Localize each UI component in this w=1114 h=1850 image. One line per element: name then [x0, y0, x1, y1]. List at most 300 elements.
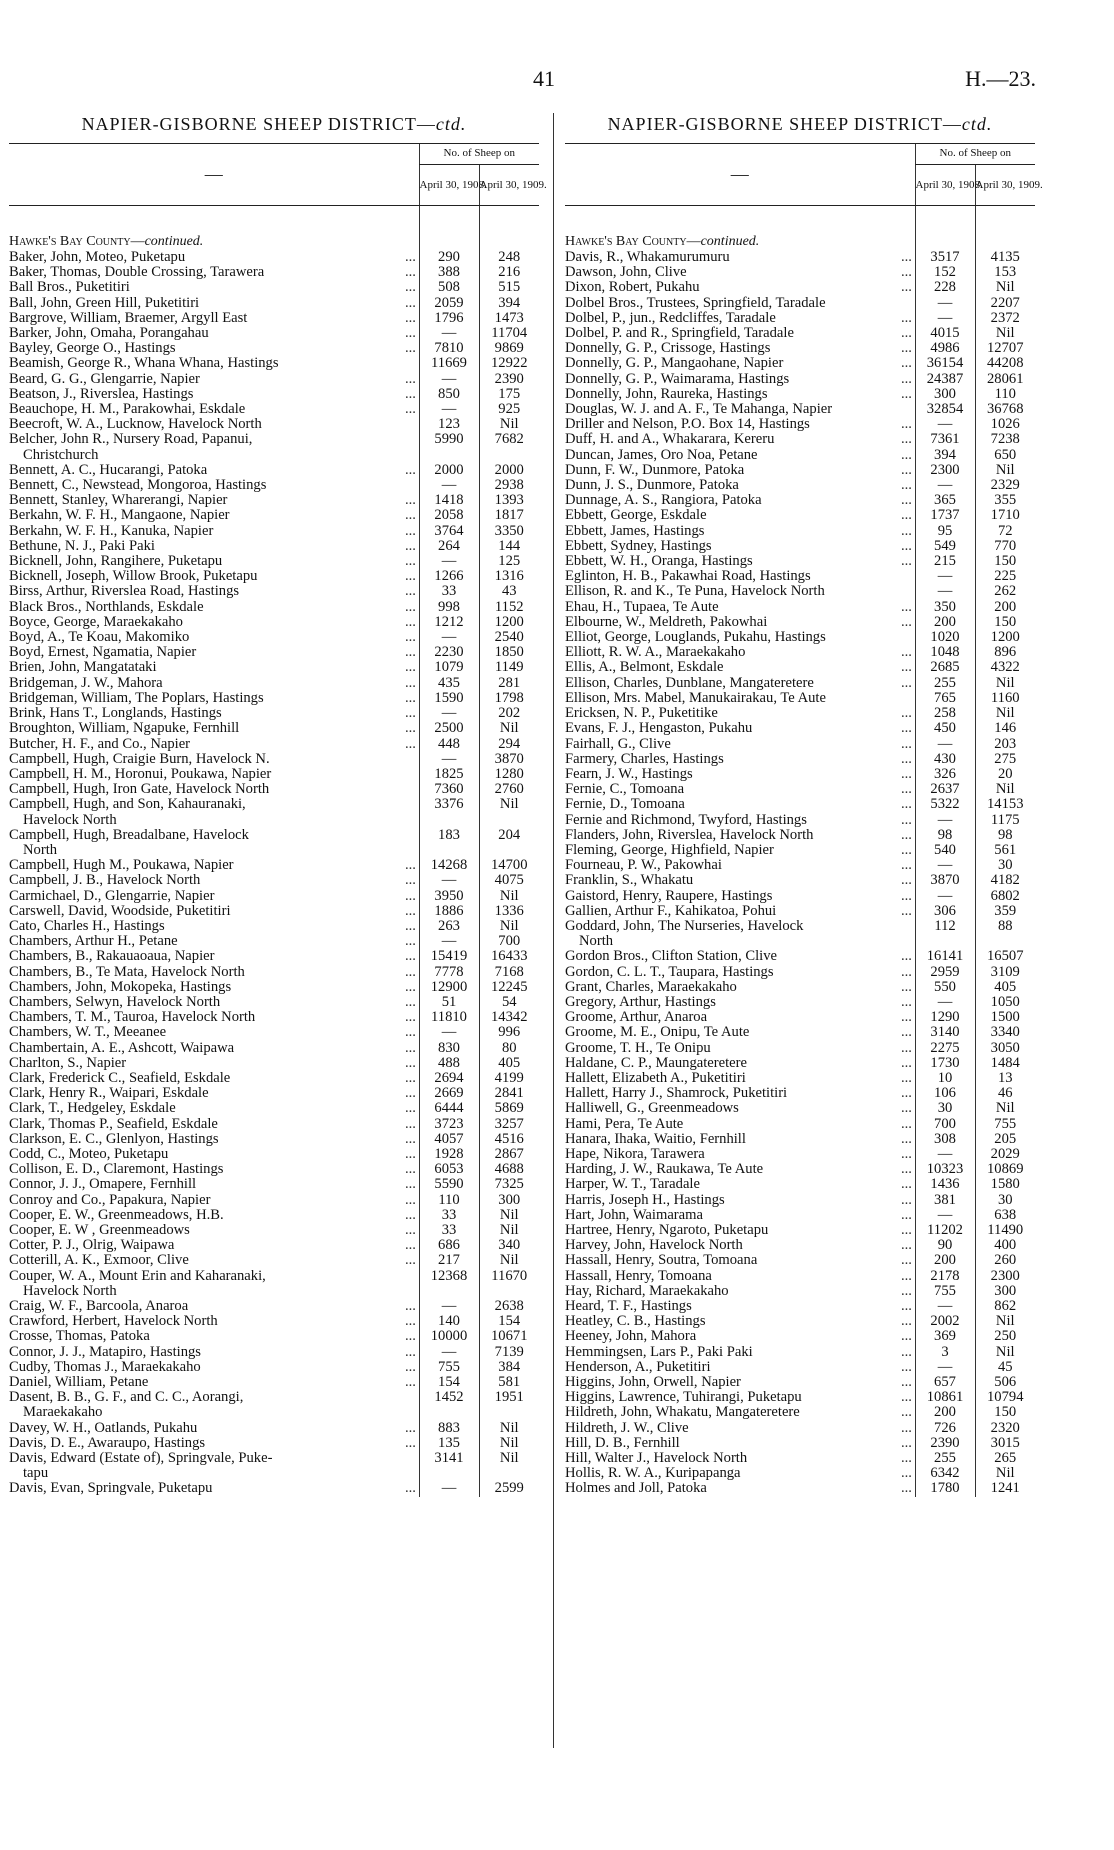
sheep-1909: 14153 — [975, 797, 1035, 812]
right-header-1908: April 30, 1908. — [915, 165, 975, 206]
holder-name: Dixon, Robert, Pukahu — [565, 279, 700, 296]
sheep-1909: 1798 — [479, 691, 539, 706]
holder-name: Dasent, B. B., G. F., and C. C., Aorangi, — [9, 1389, 244, 1406]
sheep-1908: 24387 — [915, 372, 975, 387]
leader-dots: ... — [405, 401, 416, 418]
leader-dots: ... — [901, 1389, 912, 1406]
holder-name: Ellison, R. and K., Te Puna, Havelock North — [565, 583, 825, 600]
table-row — [9, 356, 539, 371]
table-row — [9, 904, 539, 919]
sheep-1908: 152 — [915, 265, 975, 280]
holder-name: Elliot, George, Louglands, Pukahu, Hastings — [565, 629, 826, 646]
right-title — [565, 113, 1035, 143]
sheep-1908: 255 — [915, 676, 975, 691]
sheep-1909: 72 — [975, 524, 1035, 539]
sheep-1909: 7168 — [479, 965, 539, 980]
table-row — [9, 995, 539, 1010]
leader-dots: ... — [405, 385, 416, 402]
sheep-1908: 1886 — [419, 904, 479, 919]
table-row — [565, 949, 1035, 964]
holder-name: Chambers, T. M., Tauroa, Havelock North — [9, 1009, 256, 1026]
sheep-1908: 1590 — [419, 691, 479, 706]
sheep-1908: 1737 — [915, 508, 975, 523]
leader-dots: ... — [901, 1222, 912, 1238]
holder-name: Hill, Walter J., Havelock North — [565, 1450, 748, 1467]
holder-name: Havelock North — [23, 1282, 117, 1299]
leader-dots: ... — [901, 902, 912, 919]
sheep-1908: 183 — [419, 828, 479, 843]
sheep-1909: 1951 — [479, 1390, 539, 1405]
table-row — [9, 1269, 539, 1284]
leader-dots: ... — [901, 1404, 912, 1421]
holder-name: Dolbel, P., jun., Redcliffes, Taradale — [565, 309, 776, 326]
holder-name: Hartree, Henry, Ngaroto, Puketapu — [565, 1222, 769, 1238]
table-row — [565, 1436, 1035, 1451]
sheep-1909: 638 — [975, 1208, 1035, 1223]
table-row — [9, 1421, 539, 1436]
sheep-1909: 300 — [975, 1284, 1035, 1299]
holder-name: Campbell, Hugh M., Poukawa, Napier — [9, 857, 234, 874]
table-row — [9, 265, 539, 280]
sheep-1909: 20 — [975, 767, 1035, 782]
sheep-1908: 110 — [419, 1193, 479, 1208]
holder-name: Bicknell, Joseph, Willow Brook, Puketapu — [9, 568, 258, 585]
table-row — [565, 1056, 1035, 1071]
left-header-dash: — — [9, 144, 419, 206]
sheep-1908 — [419, 448, 479, 463]
leader-dots: ... — [901, 1419, 912, 1436]
holder-name: Gallien, Arthur F., Kahikatoa, Pohui — [565, 902, 777, 919]
holder-name: Clarkson, E. C., Glenlyon, Hastings — [9, 1130, 219, 1147]
sheep-1909: 9869 — [479, 341, 539, 356]
sheep-1909: 925 — [479, 402, 539, 417]
leader-dots: ... — [901, 1237, 912, 1254]
right-column — [565, 113, 1043, 1497]
sheep-1909: 10671 — [479, 1329, 539, 1344]
leader-dots: ... — [901, 1161, 912, 1178]
leader-dots: ... — [405, 1145, 416, 1162]
sheep-1909: 7325 — [479, 1177, 539, 1192]
sheep-1909: 12245 — [479, 980, 539, 995]
leader-dots: ... — [405, 887, 416, 904]
sheep-1908: — — [915, 858, 975, 873]
sheep-1908: 450 — [915, 721, 975, 736]
sheep-1908: 726 — [915, 1421, 975, 1436]
sheep-1909: 250 — [975, 1329, 1035, 1344]
sheep-1908: 326 — [915, 767, 975, 782]
holder-name: Heard, T. F., Hastings — [565, 1298, 692, 1315]
table-row — [9, 493, 539, 508]
leader-dots: ... — [405, 1328, 416, 1345]
table-row — [9, 554, 539, 569]
leader-dots — [405, 813, 419, 828]
sheep-1908: 10 — [915, 1071, 975, 1086]
holder-name: Baker, John, Moteo, Puketapu — [9, 249, 186, 265]
leader-dots: ... — [405, 978, 416, 995]
sheep-1908 — [419, 1466, 479, 1481]
sheep-1909: 1817 — [479, 508, 539, 523]
sheep-1909: 175 — [479, 387, 539, 402]
sheep-1908: 16141 — [915, 949, 975, 964]
sheep-1909: 7682 — [479, 432, 539, 447]
sheep-1909: 1580 — [975, 1177, 1035, 1192]
table-row — [565, 737, 1035, 752]
sheep-1908: — — [419, 1299, 479, 1314]
sheep-1908: 215 — [915, 554, 975, 569]
holder-name: Campbell, Hugh, Iron Gate, Havelock North — [9, 781, 270, 798]
sheep-1908 — [419, 1284, 479, 1299]
sheep-1909: 216 — [479, 265, 539, 280]
sheep-1909: 203 — [975, 737, 1035, 752]
holder-name: Ebbett, W. H., Oranga, Hastings — [565, 553, 753, 570]
table-row — [9, 463, 539, 478]
sheep-1908: — — [915, 995, 975, 1010]
sheep-1908: 112 — [915, 919, 975, 934]
sheep-1908: 2059 — [419, 296, 479, 311]
leader-dots: ... — [901, 477, 912, 494]
table-row — [565, 1162, 1035, 1177]
table-row — [9, 828, 539, 843]
holder-name: Bennett, C., Newstead, Mongoroa, Hastings — [9, 477, 267, 494]
sheep-1909: 1026 — [975, 417, 1035, 432]
holder-name: Berkahn, W. F. H., Kanuka, Napier — [9, 522, 214, 539]
leader-dots — [405, 417, 419, 432]
leader-dots: ... — [901, 978, 912, 995]
table-row — [565, 402, 1035, 417]
holder-name: Ebbett, Sydney, Hastings — [565, 537, 712, 554]
holder-name: Fearn, J. W., Hastings — [565, 765, 693, 782]
table-row — [9, 280, 539, 295]
table-row — [565, 1329, 1035, 1344]
sheep-1909: 2540 — [479, 630, 539, 645]
sheep-1908: 2275 — [915, 1041, 975, 1056]
table-row — [565, 828, 1035, 843]
sheep-1909: 98 — [975, 828, 1035, 843]
sheep-1908: 2669 — [419, 1086, 479, 1101]
leader-dots — [405, 448, 419, 463]
left-rows — [9, 206, 539, 1497]
leader-dots: ... — [901, 811, 912, 828]
table-row — [565, 341, 1035, 356]
table-row — [565, 858, 1035, 873]
sheep-1909: 11490 — [975, 1223, 1035, 1238]
sheep-1908: 3 — [915, 1345, 975, 1360]
left-header-1908: April 30, 1908. — [419, 165, 479, 206]
leader-dots: ... — [405, 1039, 416, 1056]
table-row — [9, 402, 539, 417]
holder-name: Beamish, George R., Whana Whana, Hastings — [9, 355, 279, 372]
sheep-1909: 146 — [975, 721, 1035, 736]
sheep-1908: — — [915, 478, 975, 493]
holder-name: Hart, John, Waimarama — [565, 1206, 703, 1223]
holder-name: Holmes and Joll, Patoka — [565, 1480, 707, 1497]
leader-dots: ... — [405, 309, 416, 326]
sheep-1909: 281 — [479, 676, 539, 691]
sheep-1908: 1079 — [419, 660, 479, 675]
sheep-1908: 350 — [915, 600, 975, 615]
table-row — [9, 1177, 539, 1192]
sheep-1909: 275 — [975, 752, 1035, 767]
leader-dots: ... — [405, 1343, 416, 1360]
right-title-text: NAPIER-GISBORNE SHEEP DISTRICT— — [607, 114, 962, 134]
holder-name: Groome, T. H., Te Onipu — [565, 1039, 711, 1056]
holder-name: Bridgeman, J. W., Mahora — [9, 674, 163, 691]
holder-name: Hildreth, J. W., Clive — [565, 1419, 689, 1436]
sheep-1909: 30 — [975, 858, 1035, 873]
sheep-1908: 365 — [915, 493, 975, 508]
holder-name: Bennett, A. C., Hucarangi, Patoka — [9, 461, 208, 478]
leader-dots: ... — [405, 1206, 416, 1223]
table-row — [9, 980, 539, 995]
sheep-1908 — [419, 1405, 479, 1420]
sheep-1909: Nil — [479, 1421, 539, 1436]
sheep-1908: 850 — [419, 387, 479, 402]
sheep-1908: 1048 — [915, 645, 975, 660]
document-code: H.—23. — [965, 66, 1036, 91]
sheep-1909: Nil — [479, 1451, 539, 1466]
holder-name: Maraekakaho — [23, 1404, 103, 1421]
holder-name: Harper, W. T., Taradale — [565, 1176, 700, 1193]
sheep-1909: 2329 — [975, 478, 1035, 493]
holder-name: Cudby, Thomas J., Maraekakaho — [9, 1358, 201, 1375]
sheep-1908 — [915, 934, 975, 949]
leader-dots: ... — [901, 1176, 912, 1193]
leader-dots: ... — [901, 948, 912, 965]
left-county-heading — [9, 206, 419, 251]
leader-dots — [405, 828, 419, 843]
sheep-1909: Nil — [479, 1436, 539, 1451]
right-county-heading — [565, 206, 915, 251]
holder-name: Berkahn, W. F. H., Mangaone, Napier — [9, 507, 230, 524]
holder-name: Christchurch — [23, 446, 99, 463]
leader-dots: ... — [901, 385, 912, 402]
sheep-1909: 561 — [975, 843, 1035, 858]
table-row — [565, 1405, 1035, 1420]
leader-dots — [405, 1466, 419, 1481]
table-row — [565, 1193, 1035, 1208]
leader-dots: ... — [405, 1237, 416, 1254]
leader-dots: ... — [901, 826, 912, 843]
sheep-1909: 1336 — [479, 904, 539, 919]
table-row — [9, 341, 539, 356]
sheep-1909: 700 — [479, 934, 539, 949]
table-row — [565, 752, 1035, 767]
leader-dots: ... — [405, 1176, 416, 1193]
sheep-1909: 11670 — [479, 1269, 539, 1284]
leader-dots: ... — [405, 1161, 416, 1178]
holder-name: Collison, E. D., Claremont, Hastings — [9, 1161, 224, 1178]
sheep-1908: 32854 — [915, 402, 975, 417]
holder-name: Campbell, Hugh, Breadalbane, Havelock — [9, 826, 249, 843]
leader-dots: ... — [405, 340, 416, 357]
right-sheep-table — [565, 143, 1043, 1497]
sheep-1909: 1500 — [975, 1010, 1035, 1025]
leader-dots: ... — [405, 1069, 416, 1086]
leader-dots: ... — [901, 249, 912, 265]
sheep-1908: 2002 — [915, 1314, 975, 1329]
left-title-text: NAPIER-GISBORNE SHEEP DISTRICT— — [81, 114, 436, 134]
sheep-1909: 1200 — [975, 630, 1035, 645]
table-row — [565, 1132, 1035, 1147]
leader-dots: ... — [405, 857, 416, 874]
holder-name: Chambers, John, Mokopeka, Hastings — [9, 978, 232, 995]
sheep-1909: 340 — [479, 1238, 539, 1253]
table-row — [9, 1071, 539, 1086]
sheep-1909: 265 — [975, 1451, 1035, 1466]
leader-dots: ... — [901, 1343, 912, 1360]
table-row — [565, 493, 1035, 508]
table-row — [565, 1345, 1035, 1360]
table-row — [565, 645, 1035, 660]
sheep-1908: 765 — [915, 691, 975, 706]
sheep-1908: 883 — [419, 1421, 479, 1436]
sheep-1908: 5590 — [419, 1177, 479, 1192]
leader-dots: ... — [405, 1374, 416, 1391]
sheep-1909: 996 — [479, 1025, 539, 1040]
leader-dots: ... — [405, 872, 416, 889]
sheep-1909: 3870 — [479, 752, 539, 767]
left-county-name: Hawke's Bay County— — [9, 234, 145, 250]
leader-dots — [405, 432, 419, 447]
leader-dots — [901, 919, 915, 934]
leader-dots — [901, 584, 915, 599]
holder-name: Bethune, N. J., Paki Paki — [9, 537, 155, 554]
leader-dots: ... — [405, 1191, 416, 1208]
sheep-1908: — — [915, 737, 975, 752]
table-row — [9, 691, 539, 706]
sheep-1909: 16433 — [479, 949, 539, 964]
sheep-1909: 3109 — [975, 965, 1035, 980]
holder-name: Davis, D. E., Awaraupo, Hastings — [9, 1434, 206, 1451]
sheep-1908: 10323 — [915, 1162, 975, 1177]
table-row — [565, 767, 1035, 782]
table-row — [9, 782, 539, 797]
leader-dots: ... — [901, 1282, 912, 1299]
sheep-1908: — — [419, 752, 479, 767]
leader-dots: ... — [901, 735, 912, 752]
table-row — [9, 1162, 539, 1177]
table-row — [565, 889, 1035, 904]
sheep-1908: 3764 — [419, 524, 479, 539]
sheep-1908: 90 — [915, 1238, 975, 1253]
holder-name: Daniel, William, Petane — [9, 1374, 149, 1391]
sheep-1908: 700 — [915, 1117, 975, 1132]
holder-name: Hassall, Henry, Tomoana — [565, 1267, 712, 1284]
table-row — [9, 1025, 539, 1040]
holder-name: Hemmingsen, Lars P., Paki Paki — [565, 1343, 753, 1360]
leader-dots: ... — [901, 1374, 912, 1391]
sheep-1909: Nil — [479, 1208, 539, 1223]
leader-dots: ... — [405, 1298, 416, 1315]
table-row — [565, 326, 1035, 341]
table-row — [9, 615, 539, 630]
table-row — [565, 432, 1035, 447]
sheep-1908: — — [915, 1147, 975, 1162]
holder-name: Conroy and Co., Papakura, Napier — [9, 1191, 211, 1208]
holder-name: Connor, J. J., Omapere, Fernhill — [9, 1176, 197, 1193]
sheep-1908: 388 — [419, 265, 479, 280]
holder-name: Duncan, James, Oro Noa, Petane — [565, 446, 758, 463]
table-row — [9, 448, 539, 463]
holder-name: Donnelly, G. P., Crissoge, Hastings — [565, 340, 771, 357]
table-row — [9, 767, 539, 782]
holder-name: Heeney, John, Mahora — [565, 1328, 697, 1345]
leader-dots: ... — [901, 522, 912, 539]
table-row — [9, 843, 539, 858]
sheep-1909: 650 — [975, 448, 1035, 463]
leader-dots: ... — [405, 1313, 416, 1330]
leader-dots: ... — [901, 598, 912, 615]
sheep-1909: 7139 — [479, 1345, 539, 1360]
sheep-1909 — [479, 1466, 539, 1481]
table-row — [9, 1056, 539, 1071]
sheep-1908: 11669 — [419, 356, 479, 371]
sheep-1908: 488 — [419, 1056, 479, 1071]
sheep-1909: 154 — [479, 1314, 539, 1329]
leader-dots — [405, 767, 419, 782]
leader-dots: ... — [901, 309, 912, 326]
table-row — [565, 1253, 1035, 1268]
leader-dots: ... — [901, 325, 912, 342]
sheep-1909: 2320 — [975, 1421, 1035, 1436]
sheep-1908: — — [419, 1481, 479, 1496]
holder-name: Evans, F. J., Hengaston, Pukahu — [565, 720, 753, 737]
sheep-1908: 154 — [419, 1375, 479, 1390]
table-row — [9, 432, 539, 447]
right-header-1909: April 30, 1909. — [975, 165, 1035, 206]
leader-dots: ... — [901, 674, 912, 691]
leader-dots: ... — [901, 1267, 912, 1284]
table-row — [9, 296, 539, 311]
sheep-1909: 43 — [479, 584, 539, 599]
leader-dots: ... — [901, 492, 912, 509]
leader-dots: ... — [405, 659, 416, 676]
sheep-1909: 14342 — [479, 1010, 539, 1025]
leader-dots — [405, 752, 419, 767]
sheep-1908: 830 — [419, 1041, 479, 1056]
table-row — [9, 919, 539, 934]
holder-name: Connor, J. J., Matapiro, Hastings — [9, 1343, 201, 1360]
holder-name: Henderson, A., Puketitiri — [565, 1358, 711, 1375]
sheep-1908: 10861 — [915, 1390, 975, 1405]
holder-name: Fernie and Richmond, Twyford, Hastings — [565, 811, 807, 828]
table-row — [565, 554, 1035, 569]
table-row — [565, 995, 1035, 1010]
leader-dots: ... — [405, 735, 416, 752]
table-row — [565, 250, 1035, 265]
sheep-1909: 2938 — [479, 478, 539, 493]
sheep-1908: 3950 — [419, 889, 479, 904]
table-row — [9, 1086, 539, 1101]
leader-dots: ... — [901, 887, 912, 904]
leader-dots: ... — [901, 1191, 912, 1208]
sheep-1908: 30 — [915, 1101, 975, 1116]
holder-name: Ball, John, Green Hill, Puketitiri — [9, 294, 200, 311]
sheep-1908: 2500 — [419, 721, 479, 736]
sheep-1909: 506 — [975, 1375, 1035, 1390]
table-row — [9, 600, 539, 615]
leader-dots: ... — [901, 370, 912, 387]
leader-dots: ... — [405, 522, 416, 539]
holder-name: Chambers, Selwyn, Havelock North — [9, 993, 221, 1010]
holder-name: Boyd, Ernest, Ngamatia, Napier — [9, 644, 197, 661]
sheep-1909: 2841 — [479, 1086, 539, 1101]
leader-dots: ... — [901, 1069, 912, 1086]
table-row — [9, 1101, 539, 1116]
holder-name: Broughton, William, Ngapuke, Fernhill — [9, 720, 240, 737]
leader-dots: ... — [901, 1252, 912, 1269]
holder-name: Higgins, John, Orwell, Napier — [565, 1374, 741, 1391]
